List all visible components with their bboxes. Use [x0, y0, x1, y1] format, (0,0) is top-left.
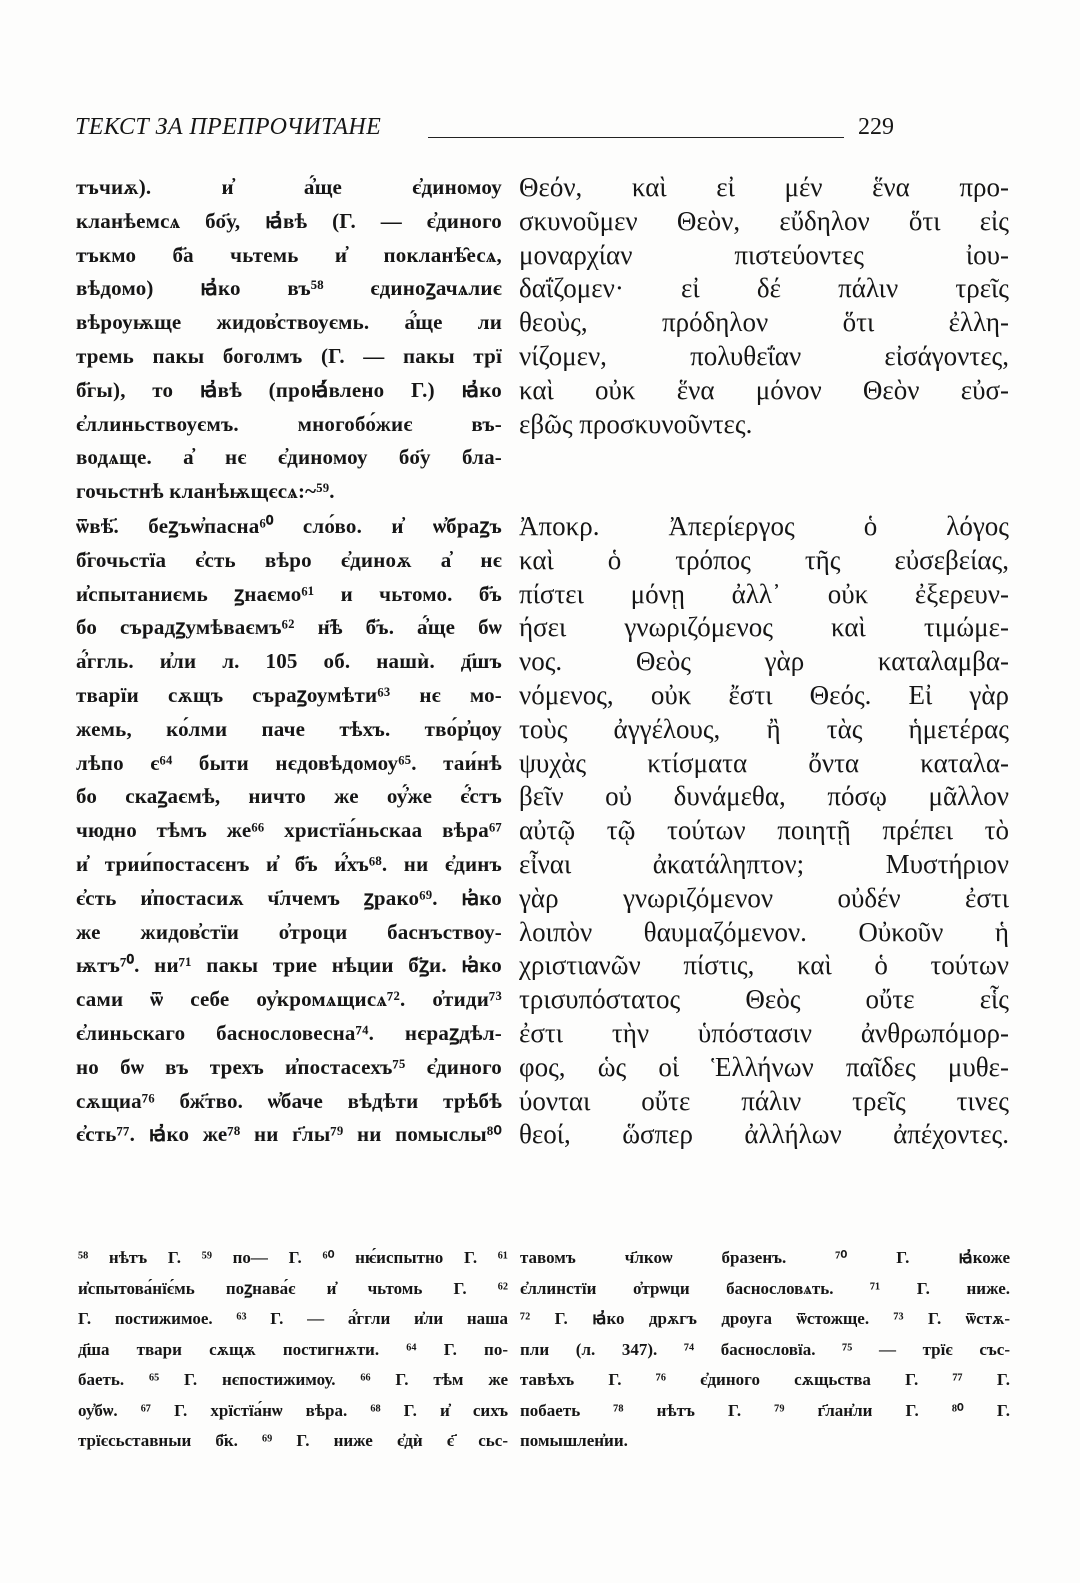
text-line: τρισυπόστατος Θεὸς οὔτε εἷς: [519, 984, 1009, 1015]
text-line: Ἀποκρ. Ἀπερίεργος ὁ λόγος: [519, 511, 1009, 541]
text-line: εβῶς προσκυνοῦντες.: [519, 408, 753, 439]
text-line: σκυνοῦμεν Θεὸν, εὔδηλον ὅτι εἰς: [519, 205, 1009, 236]
text-line: εἶναι ἀκατάληπτον; Μυστήριον: [519, 848, 1009, 879]
text-line: ⁵⁸ нѣтъ Г. ⁵⁹ по— Г. ⁶⁰ нѥ́испытно Г. ⁶¹: [78, 1248, 508, 1267]
running-title: ТЕКСТ ЗА ПРЕПРОЧИТАНЕ: [75, 114, 382, 140]
text-line: сами ѿ себе оу҆кромѧщисѧ⁷². о҆тиди⁷³: [76, 987, 502, 1012]
text-line: вѣроуѭще жидов҆ствоуємь. а҆́ще ли: [76, 310, 502, 335]
slavonic-paragraph-answer: [76, 510, 502, 1152]
text-line: и҆спытаниємь ꙁнаємо⁶¹ и чьтомо. б҃ъ: [76, 581, 502, 606]
text-line: є҆линьскаго баснословесна⁷⁴. нєраꙁдѣл-: [76, 1020, 502, 1045]
text-line: φος, ὡς οἱ Ἑλλήνων παῖδες μυθε-: [519, 1051, 1009, 1082]
text-line: гочьстнѣ кланѣѭщєсѧ:~⁵⁹.: [76, 479, 335, 504]
text-line: τοὺς ἀγγέλους, ἢ τὰς ἡμετέρας: [519, 713, 1009, 744]
text-line: νος. Θεὸς γὰρ καταλαμβα-: [519, 646, 1009, 677]
text-line: χριστιανῶν πίστις, καὶ ὁ τούτων: [519, 950, 1009, 981]
footnotes-right-column: [520, 1243, 1010, 1457]
text-line: а҆́ггль. и҆ли л. 105 об. нашѝ. д҃шъ: [76, 649, 502, 674]
text-line: же жидов҆стїи о҆троци баснъствоу-: [76, 919, 502, 944]
slavonic-paragraph-question: [76, 171, 502, 509]
footnotes-left-column: [78, 1243, 508, 1457]
text-line: ѭтъ⁷⁰. ни⁷¹ пакы трие нѣции б҃ꙁи. ꙗ҆ко: [76, 953, 502, 978]
text-line: ἐστι τὴν ὑπόστασιν ἀνθρωπόμορ-: [519, 1017, 1009, 1048]
text-line: θεοί, ὥσπερ ἀλλήλων ἀπέχοντες.: [519, 1119, 1009, 1150]
greek-paragraph-answer: [519, 510, 1009, 1152]
text-line: καὶ οὐκ ἕνα μόνον Θεὸν εὐσ-: [519, 374, 1009, 405]
text-line: є҆сть⁷⁷. ꙗ҆ко же⁷⁸ ни г҃лы⁷⁹ ни помыслы⁸⁰: [76, 1122, 502, 1147]
text-line: побаеть ⁷⁸ нѣтъ Г. ⁷⁹ г҃лан҆ли Г. ⁸⁰ Г.: [520, 1400, 1010, 1420]
text-line: αὐτῷ τῷ τούτων ποιητῇ πρέπει τὸ: [519, 815, 1009, 846]
text-line: пли (л. 347). ⁷⁴ баснословїа. ⁷⁵ — трїє със-: [520, 1339, 1010, 1359]
text-line: кланѣемсѧ бо҃у, ꙗ҆вѣ (Г. — є҆диного: [76, 208, 502, 233]
text-line: Г. постижимое. ⁶³ Г. — а҆́ггли и҆ли наша: [78, 1309, 508, 1328]
text-line: сѫщиа⁷⁶ бж҃тво. ѡ҆баче вѣдѣти трѣбѣ: [76, 1088, 502, 1113]
text-line: бо скаꙁаємѣ, ничто же оу҆́же є҆́стъ: [76, 784, 502, 809]
text-line: чюдно тѣмъ же⁶⁶ христїа́ньскаа вѣра⁶⁷: [76, 818, 502, 843]
text-line: б҃гы), то ꙗ҆вѣ (проꙗ҆́влено Г.) ꙗ҆ко: [76, 377, 502, 402]
text-line: баеть. ⁶⁵ Г. нєпостижимоу. ⁶⁶ Г. тѣм же: [78, 1370, 508, 1389]
greek-column: [519, 171, 1009, 1161]
text-line: ⁷² Г. ꙗ҆ко дрѫгъ дроуга ѿстожще. ⁷³ Г. ѿстѫ-: [520, 1309, 1010, 1328]
text-line: μοναρχίαν πιστεύοντες ἰου-: [519, 239, 1009, 270]
text-line: θεοὺς, πρόδηλον ὅτι ἐλλη-: [519, 307, 1009, 338]
text-line: но бѡ въ трехъ и҆постасехъ⁷⁵ є҆диного: [76, 1054, 502, 1079]
text-line: тъкмо б҃а чьтемь и҆ покланѣ̑есѧ,: [76, 242, 502, 267]
text-line: νόμενος, οὐκ ἔστι Θεός. Εἰ γὰρ: [519, 679, 1009, 710]
text-line: тавомъ ч҃лкоѡ бразенъ. ⁷⁰ Г. ꙗ҆коже: [520, 1248, 1010, 1267]
text-line: ѿвѣ҃. беꙁъѡ҆пасна⁶⁰ сло́во. и҆ ѡ҆браꙁъ: [76, 514, 502, 538]
text-line: ύονται οὔτε πάλιν τρεῖς τινες: [519, 1085, 1009, 1116]
text-line: помышлен҆ии.: [520, 1431, 628, 1450]
text-line: βεῖν οὐ δυνάμεθα, πόσῳ μᾶλλον: [519, 781, 1009, 812]
text-line: бо сърадꙁумѣваємъ⁶² н҃ѣ б҃ъ. а҆́ще бѡ: [76, 615, 502, 640]
text-line: καὶ ὁ τρόπος τῆς εὐσεβείας,: [519, 544, 1009, 575]
text-line: лѣпо є⁶⁴ быти нєдовѣдомоу⁶⁵. таи́нѣ: [76, 750, 502, 775]
text-line: тварїи сѫщъ съраꙁоумѣти⁶³ нє мо-: [76, 682, 502, 707]
text-line: γὰρ γνωριζόμενον οὐδέν ἐστι: [519, 882, 1009, 913]
slavonic-column: [76, 171, 502, 1161]
text-line: ήσει γνωριζόμενος καὶ τιμώμε-: [519, 612, 1009, 643]
text-line: є҆ллиньствоуємъ. многобо́жиє въ-: [76, 411, 502, 436]
text-line: жемь, ко́лми паче тѣхъ. тво́р҆цоу: [76, 716, 502, 741]
text-line: λοιπὸν θαυμαζόμενον. Οὐκοῦν ἡ: [519, 916, 1009, 947]
text-line: б҃гочьстїа є҆сть вѣро є҆диноѫ а҆ нє: [76, 547, 502, 572]
page-number: 229: [858, 114, 894, 140]
text-line: νίζομεν, πολυθεΐαν εἰσάγοντες,: [519, 340, 1009, 371]
text-line: трїєсьставныи б҃к. ⁶⁹ Г. ниже є҆дѝ є҃ сьс-: [78, 1431, 508, 1450]
text-line: и҆спытова́нїє́мь поꙁнава́є и҆ чьтомь Г. ⁶²: [78, 1278, 508, 1298]
text-line: ψυχὰς κτίσματα ὄντα καταλα-: [519, 747, 1009, 778]
text-line: вѣдомо) ꙗ҆ко въ⁵⁸ єдиноꙁачѧлиє: [76, 276, 502, 301]
header-rule: [428, 137, 844, 138]
text-line: д҃ша твари сѫщѫ постигнѫти. ⁶⁴ Г. по-: [78, 1339, 508, 1359]
text-line: δαΐζομεν· εἰ δέ πάλιν τρεῖς: [519, 273, 1009, 304]
text-line: є҆ллинстїи о҆трѡци баснословѧть. ⁷¹ Г. ниже.: [520, 1278, 1010, 1298]
text-line: тъчиѫ). и҆ а҆́ще є҆диномоу: [76, 175, 502, 199]
text-line: тавѣхъ Г. ⁷⁶ є҆диного сѫщьства Г. ⁷⁷ Г.: [520, 1370, 1010, 1389]
text-line: πίστει μόνῃ ἀλλ᾽ οὐκ ἐξερευν-: [519, 578, 1009, 609]
footnotes-block: [520, 1243, 1010, 1457]
text-line: тремь пакы боголмъ (Г. — пакы трї: [76, 343, 502, 368]
footnotes-block: [78, 1243, 508, 1457]
text-line: Θεόν, καὶ εἰ μέν ἕνα προ-: [519, 172, 1009, 202]
greek-paragraph-question: [519, 171, 1009, 441]
text-line: оу҆бѡ. ⁶⁷ Г. хрїстїа́нѡ вѣра. ⁶⁸ Г. и҆ сихъ: [78, 1400, 508, 1420]
text-line: є҆сть и҆постасиѫ ч҃лчемъ ꙁрако⁶⁹. ꙗ҆ко: [76, 885, 502, 910]
text-line: и҆ трии́постасєнъ и҆ б҃ъ и҆́хъ⁶⁸. ни є҆динъ: [76, 851, 502, 876]
text-line: водѧще. а҆ нє є҆диномоу бо҃у бла-: [76, 445, 502, 470]
